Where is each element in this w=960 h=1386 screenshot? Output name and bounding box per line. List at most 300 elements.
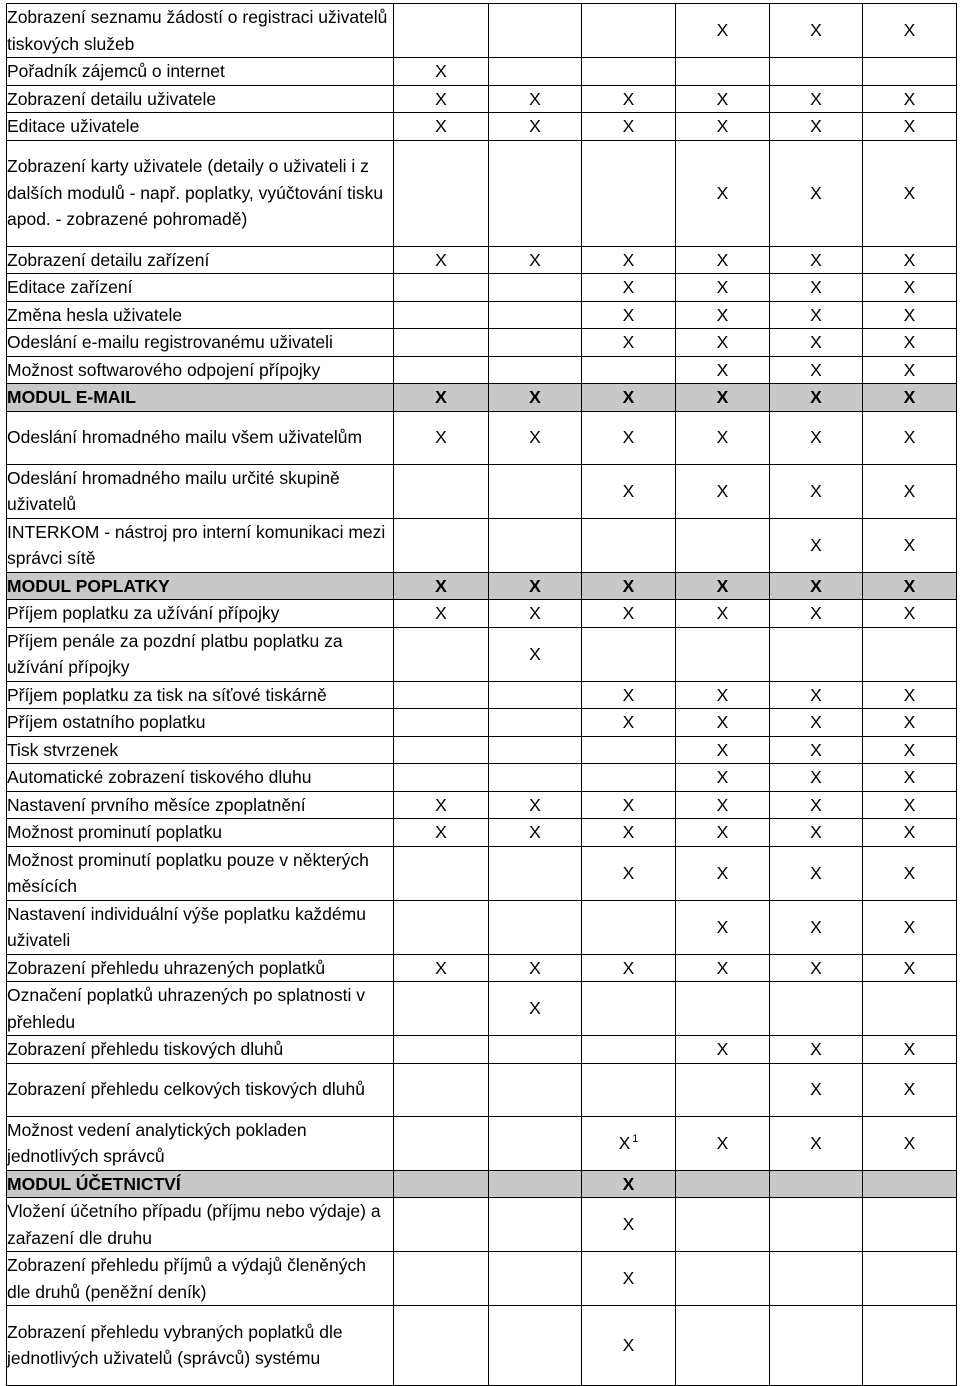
mark-cell-col-1 xyxy=(394,1252,489,1306)
mark-cell-col-2 xyxy=(489,572,582,600)
x-mark: X xyxy=(529,427,541,448)
x-mark: X xyxy=(810,957,822,978)
x-mark: X xyxy=(903,1039,916,1059)
module-name: MODUL POPLATKY xyxy=(7,572,394,600)
feature-row xyxy=(7,301,957,329)
mark-cell-col-1 xyxy=(394,982,489,1036)
feature-name: Příjem penále za pozdní platbu poplatku za užívání přípojky xyxy=(7,627,394,681)
x-mark: X xyxy=(716,739,729,760)
feature-name: Vložení účetního případu (příjmu nebo výdaje) a zařazení dle druhu xyxy=(7,1198,394,1252)
mark-cell-col-2 xyxy=(489,1116,582,1170)
x-mark: X xyxy=(435,116,447,136)
mark-cell-col-4 xyxy=(676,846,770,900)
x-mark: X xyxy=(716,1039,729,1059)
mark-cell-col-2 xyxy=(489,1198,582,1252)
mark-cell-col-4 xyxy=(676,113,770,141)
mark-cell-col-4 xyxy=(676,1252,770,1306)
x-mark: X xyxy=(810,862,822,883)
feature-row xyxy=(7,600,957,628)
feature-name: Zobrazení přehledu uhrazených poplatků xyxy=(7,954,394,982)
mark-cell-col-5 xyxy=(770,954,863,982)
mark-cell-col-4 xyxy=(676,411,770,464)
x-mark: X xyxy=(810,249,822,270)
mark-cell-col-3 xyxy=(582,411,676,464)
x-mark: X xyxy=(622,304,635,325)
mark-cell-col-3 xyxy=(582,1306,676,1386)
feature-name: Editace uživatele xyxy=(7,113,394,141)
mark-cell-col-6 xyxy=(863,464,957,518)
mark-cell-col-3 xyxy=(582,736,676,764)
mark-cell-col-3 xyxy=(582,85,676,113)
x-mark: X xyxy=(810,182,822,203)
mark-cell-col-2 xyxy=(489,329,582,357)
mark-cell-col-5 xyxy=(770,1036,863,1064)
x-mark: X xyxy=(529,603,541,623)
mark-cell-col-4 xyxy=(676,1170,770,1198)
mark-cell-col-2 xyxy=(489,709,582,737)
mark-cell-col-2 xyxy=(489,274,582,302)
x-mark: X xyxy=(903,1132,916,1153)
x-mark: X xyxy=(716,684,729,705)
feature-row xyxy=(7,846,957,900)
feature-name: Možnost vedení analytických pokladen jednotlivých správců xyxy=(7,1116,394,1170)
x-mark: X xyxy=(529,643,541,664)
feature-row xyxy=(7,1198,957,1252)
feature-row xyxy=(7,1036,957,1064)
mark-cell-col-6 xyxy=(863,518,957,572)
feature-row xyxy=(7,140,957,246)
x-mark: X xyxy=(622,1335,635,1355)
x-mark: X xyxy=(622,88,635,109)
x-mark: X xyxy=(903,575,916,596)
feature-name: Možnost prominutí poplatku xyxy=(7,819,394,847)
x-mark: X xyxy=(903,182,916,203)
x-mark: X xyxy=(903,712,916,732)
x-mark: X xyxy=(618,1132,631,1153)
x-mark: X xyxy=(716,249,729,270)
mark-cell-col-6 xyxy=(863,384,957,412)
x-mark: X xyxy=(622,794,635,815)
mark-cell-col-5 xyxy=(770,411,863,464)
x-mark: X xyxy=(716,575,729,596)
feature-name: Příjem poplatku za užívání přípojky xyxy=(7,600,394,628)
mark-cell-col-5 xyxy=(770,85,863,113)
feature-row xyxy=(7,411,957,464)
feature-row xyxy=(7,329,957,357)
feature-name: Nastavení individuální výše poplatku každému uživateli xyxy=(7,900,394,954)
mark-cell-col-2 xyxy=(489,982,582,1036)
x-mark: X xyxy=(622,1214,635,1235)
mark-cell-col-1 xyxy=(394,819,489,847)
mark-cell-col-2 xyxy=(489,1170,582,1198)
x-mark: X xyxy=(529,575,541,596)
feature-row xyxy=(7,518,957,572)
mark-cell-col-5 xyxy=(770,58,863,86)
x-mark: X xyxy=(903,534,916,555)
feature-row xyxy=(7,246,957,274)
mark-cell-col-2 xyxy=(489,846,582,900)
mark-cell-col-4 xyxy=(676,301,770,329)
mark-cell-col-5 xyxy=(770,1252,863,1306)
feature-name: INTERKOM - nástroj pro interní komunikaci mezi správci sítě xyxy=(7,518,394,572)
mark-cell-col-1 xyxy=(394,301,489,329)
x-mark: X xyxy=(716,359,729,380)
mark-cell-col-3 xyxy=(582,329,676,357)
x-mark: X xyxy=(810,1039,822,1059)
mark-cell-col-2 xyxy=(489,764,582,792)
mark-cell-col-4 xyxy=(676,627,770,681)
x-mark: X xyxy=(622,332,635,352)
mark-cell-col-4 xyxy=(676,709,770,737)
x-mark: X xyxy=(903,822,916,842)
x-mark: X xyxy=(903,862,916,883)
mark-cell-col-1 xyxy=(394,1306,489,1386)
feature-row xyxy=(7,982,957,1036)
module-name: MODUL ÚČETNICTVÍ xyxy=(7,1170,394,1198)
mark-cell-col-3 xyxy=(582,709,676,737)
feature-row xyxy=(7,1252,957,1306)
mark-cell-col-3 xyxy=(582,274,676,302)
mark-cell-col-1 xyxy=(394,572,489,600)
mark-cell-col-3 xyxy=(582,764,676,792)
mark-cell-col-5 xyxy=(770,709,863,737)
mark-cell-col-5 xyxy=(770,329,863,357)
x-mark: X xyxy=(622,116,635,136)
mark-cell-col-1 xyxy=(394,4,489,58)
mark-cell-col-3 xyxy=(582,4,676,58)
mark-cell-col-2 xyxy=(489,411,582,464)
mark-cell-col-6 xyxy=(863,4,957,58)
x-mark: X xyxy=(716,182,729,203)
mark-cell-col-2 xyxy=(489,600,582,628)
x-mark: X xyxy=(435,387,447,407)
mark-cell-col-2 xyxy=(489,1063,582,1116)
x-mark: X xyxy=(529,387,541,407)
feature-row xyxy=(7,4,957,58)
mark-cell-col-1 xyxy=(394,356,489,384)
x-mark: X xyxy=(716,332,729,352)
mark-cell-col-5 xyxy=(770,246,863,274)
mark-cell-col-5 xyxy=(770,846,863,900)
mark-cell-col-5 xyxy=(770,819,863,847)
module-name: MODUL E-MAIL xyxy=(7,384,394,412)
x-mark: X xyxy=(622,862,635,883)
mark-cell-col-2 xyxy=(489,954,582,982)
mark-cell-col-5 xyxy=(770,1198,863,1252)
feature-name: Zobrazení přehledu vybraných poplatků dle jednotlivých uživatelů (správců) systému xyxy=(7,1306,394,1386)
x-mark: X xyxy=(903,332,916,352)
mark-cell-col-3 xyxy=(582,140,676,246)
mark-cell-col-4 xyxy=(676,600,770,628)
x-mark: X xyxy=(435,603,447,623)
mark-cell-col-2 xyxy=(489,356,582,384)
mark-cell-col-1 xyxy=(394,140,489,246)
x-mark: X xyxy=(716,767,729,787)
mark-cell-col-6 xyxy=(863,681,957,709)
x-mark: X xyxy=(716,304,729,325)
x-mark: X xyxy=(810,1132,822,1153)
mark-cell-col-6 xyxy=(863,246,957,274)
mark-cell-col-2 xyxy=(489,301,582,329)
mark-cell-col-6 xyxy=(863,791,957,819)
x-mark: X xyxy=(435,249,447,270)
mark-cell-col-3 xyxy=(582,900,676,954)
mark-cell-col-5 xyxy=(770,1063,863,1116)
mark-cell-col-1 xyxy=(394,85,489,113)
mark-cell-col-3 xyxy=(582,791,676,819)
x-mark: X xyxy=(810,359,822,380)
mark-cell-col-1 xyxy=(394,846,489,900)
mark-cell-col-2 xyxy=(489,1036,582,1064)
mark-cell-col-6 xyxy=(863,600,957,628)
matrix-body xyxy=(7,4,957,1386)
mark-cell-col-5 xyxy=(770,791,863,819)
mark-cell-col-4 xyxy=(676,58,770,86)
x-mark: X xyxy=(435,575,447,596)
mark-cell-col-4 xyxy=(676,1063,770,1116)
mark-cell-col-1 xyxy=(394,411,489,464)
mark-cell-col-2 xyxy=(489,464,582,518)
mark-cell-col-6 xyxy=(863,627,957,681)
x-mark: X xyxy=(903,277,916,297)
x-mark: X xyxy=(903,684,916,705)
mark-cell-col-3 xyxy=(582,356,676,384)
mark-cell-col-5 xyxy=(770,600,863,628)
feature-row xyxy=(7,736,957,764)
mark-cell-col-1 xyxy=(394,464,489,518)
mark-cell-col-4 xyxy=(676,791,770,819)
module-header-row xyxy=(7,1170,957,1198)
mark-cell-col-4 xyxy=(676,572,770,600)
x-mark: X xyxy=(529,998,541,1019)
feature-row xyxy=(7,791,957,819)
mark-cell-col-3 xyxy=(582,384,676,412)
mark-cell-col-1 xyxy=(394,900,489,954)
x-mark: X xyxy=(810,916,822,937)
mark-cell-col-3 xyxy=(582,58,676,86)
feature-name: Možnost softwarového odpojení přípojky xyxy=(7,356,394,384)
mark-cell-col-2 xyxy=(489,627,582,681)
mark-cell-col-2 xyxy=(489,681,582,709)
mark-cell-col-4 xyxy=(676,4,770,58)
mark-cell-col-1 xyxy=(394,791,489,819)
mark-cell-col-5 xyxy=(770,900,863,954)
x-mark: X xyxy=(529,116,541,136)
x-mark: X xyxy=(810,575,822,596)
x-mark: X xyxy=(903,794,916,815)
mark-cell-col-6 xyxy=(863,140,957,246)
x-mark: X xyxy=(716,862,729,883)
x-mark: X xyxy=(716,277,729,297)
mark-cell-col-1 xyxy=(394,113,489,141)
feature-name: Označení poplatků uhrazených po splatnosti v přehledu xyxy=(7,982,394,1036)
x-mark: X xyxy=(903,739,916,760)
mark-cell-col-5 xyxy=(770,384,863,412)
mark-cell-col-6 xyxy=(863,301,957,329)
x-mark: X xyxy=(903,20,916,41)
mark-cell-col-4 xyxy=(676,900,770,954)
x-mark: X xyxy=(435,794,447,815)
feature-name: Odeslání e-mailu registrovanému uživateli xyxy=(7,329,394,357)
mark-cell-col-6 xyxy=(863,572,957,600)
feature-row xyxy=(7,58,957,86)
mark-cell-col-2 xyxy=(489,140,582,246)
mark-cell-col-5 xyxy=(770,572,863,600)
x-mark: X xyxy=(716,957,729,978)
mark-cell-col-2 xyxy=(489,113,582,141)
mark-cell-col-1 xyxy=(394,1170,489,1198)
x-mark: X xyxy=(810,304,822,325)
mark-cell-col-1 xyxy=(394,1198,489,1252)
x-mark: X xyxy=(716,712,729,732)
x-mark: X xyxy=(529,957,541,978)
mark-cell-col-3 xyxy=(582,301,676,329)
feature-row xyxy=(7,85,957,113)
mark-cell-col-4 xyxy=(676,384,770,412)
feature-name: Odeslání hromadného mailu určité skupině uživatelů xyxy=(7,464,394,518)
x-mark: X xyxy=(903,387,916,407)
mark-cell-col-6 xyxy=(863,846,957,900)
mark-cell-col-4 xyxy=(676,464,770,518)
mark-cell-col-1 xyxy=(394,518,489,572)
mark-cell-col-5 xyxy=(770,274,863,302)
x-mark: X xyxy=(810,387,822,407)
mark-cell-col-5 xyxy=(770,764,863,792)
x-mark: X xyxy=(810,332,822,352)
mark-cell-col-3 xyxy=(582,627,676,681)
mark-cell-col-6 xyxy=(863,1116,957,1170)
mark-cell-col-6 xyxy=(863,329,957,357)
module-header-row xyxy=(7,572,957,600)
x-mark: X xyxy=(716,603,729,623)
x-mark: X xyxy=(810,684,822,705)
x-mark: X xyxy=(435,822,447,842)
mark-cell-col-5 xyxy=(770,982,863,1036)
mark-cell-col-6 xyxy=(863,356,957,384)
mark-cell-col-1 xyxy=(394,600,489,628)
mark-cell-col-3 xyxy=(582,600,676,628)
x-mark: X xyxy=(622,822,635,842)
mark-cell-col-4 xyxy=(676,1036,770,1064)
mark-cell-col-1 xyxy=(394,954,489,982)
mark-cell-col-6 xyxy=(863,1306,957,1386)
x-mark: X xyxy=(622,1268,635,1289)
x-mark: X xyxy=(435,957,447,978)
mark-cell-col-5 xyxy=(770,301,863,329)
feature-row xyxy=(7,954,957,982)
mark-cell-col-1 xyxy=(394,1063,489,1116)
feature-row xyxy=(7,900,957,954)
feature-row xyxy=(7,819,957,847)
feature-name: Zobrazení detailu zařízení xyxy=(7,246,394,274)
mark-cell-col-3 xyxy=(582,1036,676,1064)
mark-cell-col-1 xyxy=(394,274,489,302)
x-mark: X xyxy=(716,116,729,136)
feature-row xyxy=(7,356,957,384)
mark-cell-col-6 xyxy=(863,764,957,792)
mark-cell-col-6 xyxy=(863,1063,957,1116)
mark-cell-col-3 xyxy=(582,572,676,600)
mark-cell-col-2 xyxy=(489,4,582,58)
x-mark: X xyxy=(622,957,635,978)
x-mark: X xyxy=(716,916,729,937)
feature-name: Zobrazení přehledu příjmů a výdajů členěných dle druhů (peněžní deník) xyxy=(7,1252,394,1306)
mark-cell-col-5 xyxy=(770,518,863,572)
mark-cell-col-4 xyxy=(676,356,770,384)
feature-name: Zobrazení přehledu tiskových dluhů xyxy=(7,1036,394,1064)
x-mark: X xyxy=(622,480,635,501)
mark-cell-col-6 xyxy=(863,954,957,982)
mark-cell-col-4 xyxy=(676,518,770,572)
feature-row xyxy=(7,764,957,792)
mark-cell-col-4 xyxy=(676,681,770,709)
feature-row xyxy=(7,1306,957,1386)
mark-cell-col-4 xyxy=(676,1306,770,1386)
mark-cell-col-4 xyxy=(676,764,770,792)
x-mark: X xyxy=(529,88,541,109)
x-mark: X xyxy=(622,603,635,623)
mark-cell-col-4 xyxy=(676,246,770,274)
x-mark: X xyxy=(810,116,822,136)
x-mark: X xyxy=(622,427,635,448)
mark-cell-col-6 xyxy=(863,1198,957,1252)
mark-cell-col-2 xyxy=(489,900,582,954)
mark-cell-col-3 xyxy=(582,819,676,847)
mark-cell-col-3 xyxy=(582,464,676,518)
x-mark: X xyxy=(622,712,635,732)
x-mark: X xyxy=(903,480,916,501)
mark-cell-col-5 xyxy=(770,140,863,246)
feature-row xyxy=(7,1116,957,1170)
mark-cell-col-1 xyxy=(394,627,489,681)
mark-cell-col-6 xyxy=(863,1170,957,1198)
feature-name: Odeslání hromadného mailu všem uživatelům xyxy=(7,411,394,464)
mark-cell-col-6 xyxy=(863,1252,957,1306)
feature-name: Příjem ostatního poplatku xyxy=(7,709,394,737)
x-mark: X xyxy=(716,88,729,109)
feature-name: Zobrazení detailu uživatele xyxy=(7,85,394,113)
feature-name: Tisk stvrzenek xyxy=(7,736,394,764)
x-mark: X xyxy=(903,767,916,787)
mark-cell-col-4 xyxy=(676,274,770,302)
mark-cell-col-3 xyxy=(582,1252,676,1306)
mark-cell-col-4 xyxy=(676,85,770,113)
x-mark: X xyxy=(435,427,447,448)
mark-cell-col-3 xyxy=(582,681,676,709)
mark-cell-col-1 xyxy=(394,1116,489,1170)
mark-cell-col-4 xyxy=(676,329,770,357)
x-mark: X xyxy=(903,916,916,937)
x-mark: X xyxy=(622,277,635,297)
mark-cell-col-2 xyxy=(489,58,582,86)
x-mark: X xyxy=(903,249,916,270)
x-mark: X xyxy=(716,20,729,41)
mark-cell-col-5 xyxy=(770,1306,863,1386)
x-mark: X xyxy=(903,957,916,978)
mark-cell-col-6 xyxy=(863,736,957,764)
feature-name: Nastavení prvního měsíce zpoplatnění xyxy=(7,791,394,819)
footnote-marker: 1 xyxy=(632,1132,639,1145)
mark-cell-col-3 xyxy=(582,1063,676,1116)
mark-cell-col-3 xyxy=(582,518,676,572)
feature-row xyxy=(7,627,957,681)
x-mark: X xyxy=(810,712,822,732)
feature-row xyxy=(7,1063,957,1116)
x-mark: X xyxy=(810,822,822,842)
x-mark: X xyxy=(435,88,447,109)
mark-cell-col-4 xyxy=(676,140,770,246)
mark-cell-col-3 xyxy=(582,954,676,982)
